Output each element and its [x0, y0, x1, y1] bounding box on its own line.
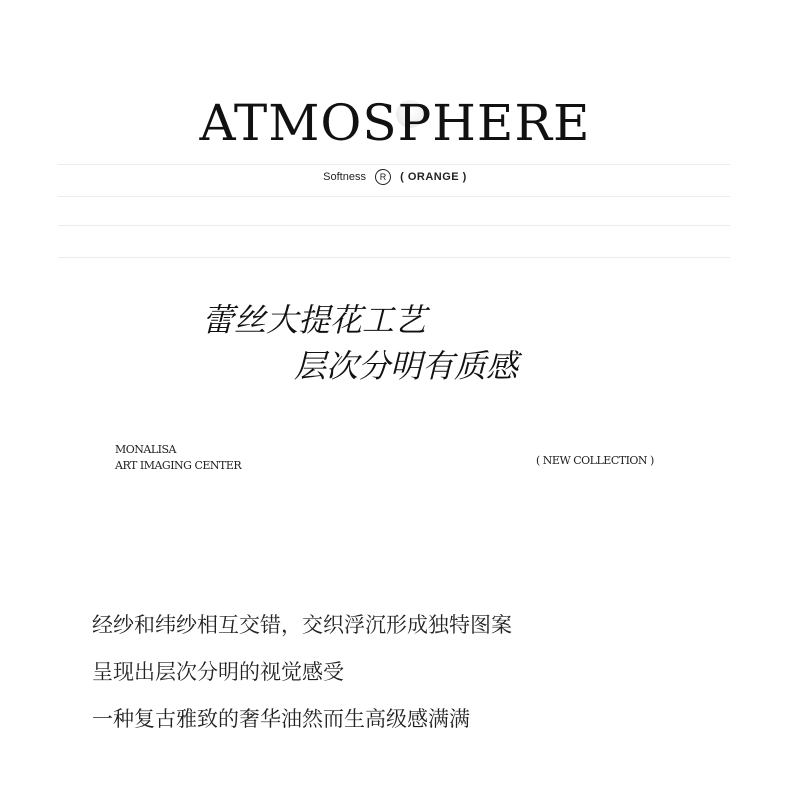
softness-label: Softness [323, 170, 366, 183]
new-collection-label: ( NEW COLLECTION ) [536, 454, 654, 467]
divider-line [58, 225, 730, 226]
monalisa-mark [115, 442, 241, 474]
headline-line-1: 蕾丝大提花工艺 [202, 301, 427, 339]
description-line-3: 一种复古雅致的奢华油然而生高级感满满 [92, 707, 470, 731]
description-line-2: 呈现出层次分明的视觉感受 [92, 660, 344, 684]
brand-title: ATMOSPHERE [199, 94, 591, 152]
divider-line [58, 196, 730, 197]
orange-label: ( ORANGE ) [400, 170, 467, 183]
divider-line [58, 257, 730, 258]
headline-line-2: 层次分明有质感 [294, 347, 519, 385]
divider-line [58, 164, 730, 165]
subtitle-row [0, 169, 790, 185]
description-line-1: 经纱和纬纱相互交错，交织浮沉形成独特图案 [92, 613, 512, 637]
monalisa-label: MONALISA [115, 443, 176, 456]
art-imaging-center-label: ART IMAGING CENTER [115, 459, 242, 472]
registered-mark-icon: R [375, 169, 391, 185]
